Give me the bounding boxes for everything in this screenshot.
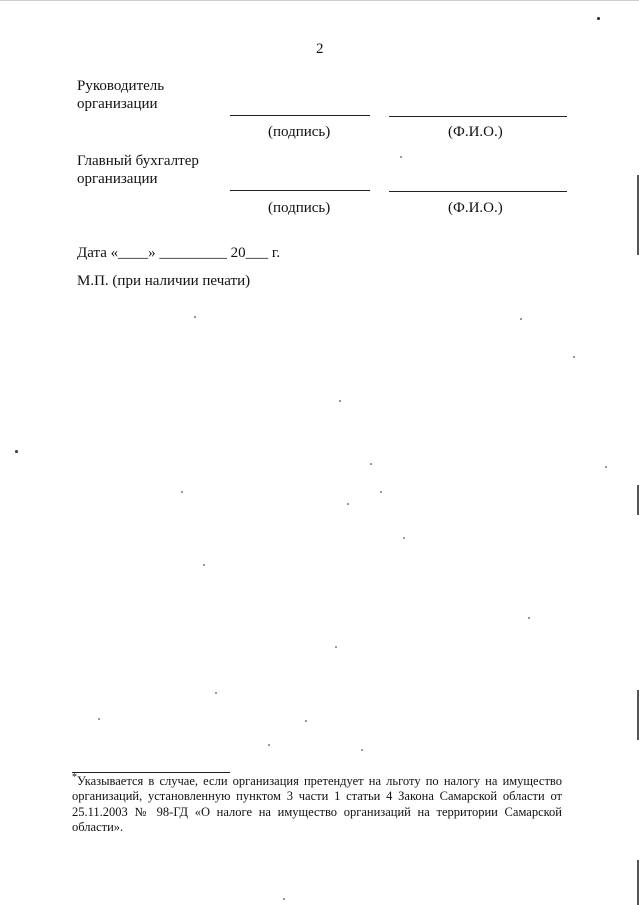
- signature-caption-1: (подпись): [268, 124, 331, 140]
- name-caption-1: (Ф.И.О.): [448, 124, 503, 140]
- scan-speck: [215, 692, 217, 694]
- scan-speck: [361, 749, 363, 751]
- scan-speck: [15, 450, 18, 453]
- footnote: [72, 771, 562, 835]
- footnote-marker: *: [72, 771, 77, 783]
- name-line-1: [389, 116, 567, 117]
- scan-speck: [605, 466, 607, 468]
- name-line-2: [389, 191, 567, 192]
- scan-speck: [98, 718, 100, 720]
- scan-speck: [181, 491, 183, 493]
- scan-speck: [400, 156, 402, 158]
- signature-line-1: [230, 115, 370, 116]
- signatory-title-1-line2: организации: [77, 96, 158, 112]
- signatory-title-2: [77, 152, 199, 188]
- scan-speck: [403, 537, 405, 539]
- signatory-title-1-line1: Руководитель: [77, 78, 165, 94]
- scan-speck: [339, 400, 341, 402]
- scan-speck: [597, 17, 600, 20]
- signature-caption-2: (подпись): [268, 200, 331, 216]
- scan-speck: [573, 356, 575, 358]
- footnote-separator: [72, 772, 230, 773]
- scan-speck: [194, 316, 196, 318]
- stamp-line: М.П. (при наличии печати): [77, 273, 251, 289]
- scan-speck: [370, 463, 372, 465]
- scan-speck: [335, 646, 337, 648]
- scan-top-edge: [0, 0, 639, 1]
- scan-speck: [347, 503, 349, 505]
- name-caption-2: (Ф.И.О.): [448, 200, 503, 216]
- scan-speck: [380, 491, 382, 493]
- scan-speck: [528, 617, 530, 619]
- scan-speck: [283, 898, 285, 900]
- footnote-text: Указывается в случае, если организация претендует на льготу по налогу на имущество организаций, установленную пунктом 3 части 1 статьи 4 Закона Самарской области от 25.11.2003 № 98-ГД «О налоге на имущество организаций на территории Самарской области».: [72, 774, 562, 834]
- scan-speck: [268, 744, 270, 746]
- scan-speck: [305, 720, 307, 722]
- scan-speck: [520, 318, 522, 320]
- page-number: 2: [316, 41, 324, 57]
- scan-speck: [203, 564, 205, 566]
- signatory-title-2-line2: организации: [77, 171, 158, 187]
- signatory-title-1: [77, 77, 164, 113]
- signature-line-2: [230, 190, 370, 191]
- signatory-title-2-line1: Главный бухгалтер: [77, 153, 199, 169]
- date-line: Дата «____» _________ 20___ г.: [77, 245, 281, 261]
